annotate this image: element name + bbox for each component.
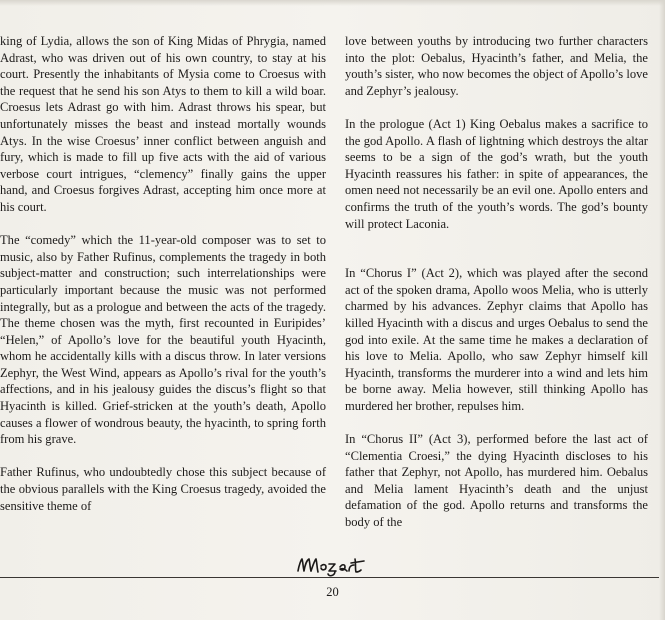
page-number: 20 — [326, 585, 339, 599]
paragraph-characters: love between youths by introducing two further characters into the plot: Oebalus, Hyacinth’s father, and Melia, the youth’s sister, who now becomes the object of Apollo’s love and Zephyr’s jealousy. — [345, 34, 648, 98]
mozart-signature — [294, 552, 372, 578]
paragraph-croesus-summary: king of Lydia, allows the son of King Midas of Phrygia, named Adrast, who was driven out of his own country, to stay at his court. Presently the inhabitants of Mysia come to Croesus with the request that he send his son Atys to them to kill a wild boar. Croesus lets Adrast go with him. Adrast throws his spear, but unfortunately misses the beast and instead mortally wounds Atys. In the wise Croesus’ inner conflict between anguish and fury, which is made to fill up five acts with the aid of various verbose court intrigues, “clemency” finally gains the upper hand, and Croesus forgives Adrast, accepting him once more at his court. — [0, 34, 326, 214]
page-right-edge — [659, 0, 665, 620]
left-column — [0, 33, 326, 514]
paragraph-prologue: In the prologue (Act 1) King Oebalus makes a sacrifice to the god Apollo. A flash of lightning which destroys the altar seems to be a sign of the god’s wrath, but the youth Hyacinth reassures his father: in spite of appearances, the omen need not necessarily be an evil one. Apollo enters and confirms the truth of the youth’s words. The god’s bounty will protect Laconia. — [345, 116, 648, 231]
paragraph-chorus-two: In “Chorus II” (Act 3), performed before the last act of “Clementia Croesi,” the dying Hyacinth discloses to his father that Zephyr, not Apollo, has murdered him. Oebalus and Melia lament Hyacinth’s death and the unjust defamation of the god. Apollo returns and transforms the body of the — [345, 432, 648, 530]
page-top-shadow — [0, 0, 665, 6]
footer-rule — [0, 577, 659, 578]
right-column — [345, 33, 648, 531]
paragraph-comedy-intro: The “comedy” which the 11-year-old composer was to set to music, also by Father Rufinus, complements the tragedy in both subject-matter and construction; such interrelationships were particularly important because the music was not performed integrally, but as a prologue and between the acts of the tragedy. The theme chosen was the myth, first recounted in Euripides’ “Helen,” of Apollo’s love for the beautiful youth Hyacinth, whom he accidentally kills with a discus throw. In later versions Zephyr, the West Wind, appears as Apollo’s rival for the youth’s affections, and in his jealousy guides the discus’s flight so that Hyacinth is killed. Grief-stricken at the youth’s death, Apollo causes a flower of wondrous beauty, the hyacinth, to spring forth from his grave. — [0, 233, 326, 447]
paragraph-chorus-one: In “Chorus I” (Act 2), which was played after the second act of the spoken drama, Apollo woos Melia, who is utterly charmed by his advances. Zephyr claims that Apollo has killed Hyacinth with a discus and urges Oebalus to send the god into exile. At the same time he makes a declaration of his love to Melia. Apollo, who saw Zephyr himself kill Hyacinth, transforms the murderer into a wind and lets him be borne away. Melia however, still thinking Apollo has murdered her brother, repulses him. — [345, 266, 648, 413]
paragraph-rufinus: Father Rufinus, who undoubtedly chose this subject because of the obvious parallels with the King Croesus tragedy, avoided the sensitive theme of — [0, 465, 326, 513]
